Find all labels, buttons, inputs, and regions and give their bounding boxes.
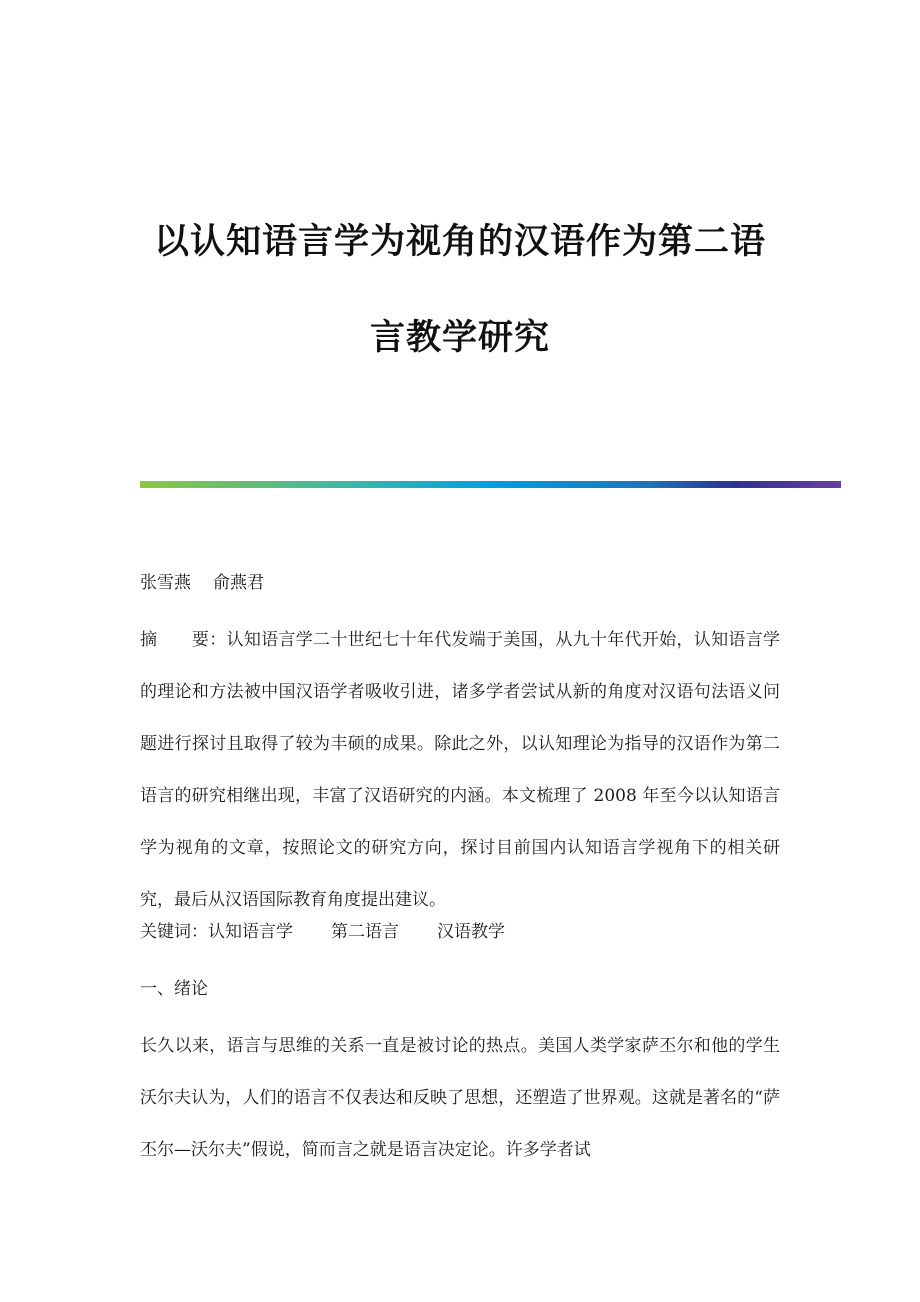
gradient-divider [140, 481, 841, 488]
keywords-label: 关键词： [140, 922, 208, 942]
author-name: 俞燕君 [213, 573, 264, 593]
body-paragraph: 长久以来，语言与思维的关系一直是被讨论的热点。美国人类学家萨丕尔和他的学生沃尔夫认为，人们的语言不仅表达和反映了思想，还塑造了世界观。这就是著名的“萨丕尔—沃尔夫”假说，简而言之就是语言决定论。许多学者试 [140, 1036, 780, 1160]
paper-title-line-2: 言教学研究 [369, 317, 550, 358]
keyword: 认知语言学 [208, 922, 293, 942]
author-name: 张雪燕 [140, 573, 191, 593]
abstract-text: 认知语言学二十世纪七十年代发端于美国，从九十年代开始，认知语言学的理论和方法被中国汉语学者吸收引进，诸多学者尝试从新的角度对汉语句法语义问题进行探讨且取得了较为丰硕的成果。除此之外，以认知理论为指导的汉语作为第二语言的研究相继出现，丰富了汉语研究的内涵。本文梳理了 2008 年至今以认知语言学为视角的文章，按照论文的研究方向，探讨目前国内认知语言学视角下的相关研究，最后从汉语国际教育角度提出建议。 [140, 630, 781, 910]
abstract [140, 614, 780, 926]
author-line [140, 557, 780, 609]
section-heading: 一、绪论 [140, 979, 208, 999]
keyword: 第二语言 [331, 922, 399, 942]
paper-title-line-1: 以认知语言学为视角的汉语作为第二语 [153, 221, 766, 262]
abstract-label: 摘 要： [140, 630, 227, 650]
keywords-line [140, 906, 780, 958]
keyword: 汉语教学 [437, 922, 505, 942]
